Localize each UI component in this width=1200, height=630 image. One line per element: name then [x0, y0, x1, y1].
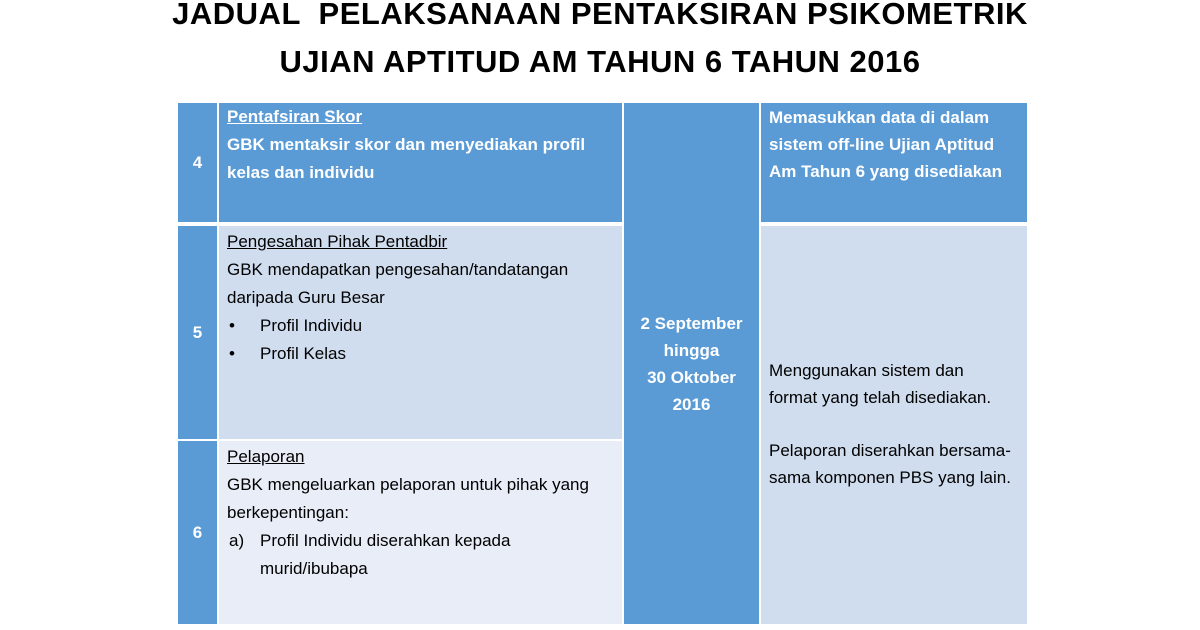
- date-line: 2 September: [640, 313, 743, 333]
- remarks-body-cell: [761, 226, 1027, 624]
- date-cell: [624, 103, 759, 624]
- row-description-line: GBK mendapatkan pengesahan/tandatangan: [227, 260, 569, 279]
- row-4-activity-cell: [219, 103, 622, 222]
- row-description-line: GBK mengeluarkan pelaporan untuk pihak yang: [227, 475, 589, 494]
- row-number: 6: [192, 522, 203, 542]
- row-heading: Pentafsiran Skor: [227, 107, 363, 126]
- date-line: hingga: [663, 340, 720, 360]
- remarks-line: Menggunakan sistem dan: [769, 361, 964, 380]
- bullet-item: [227, 340, 622, 368]
- date-line: 30 Oktober: [647, 367, 736, 387]
- row-heading: Pengesahan Pihak Pentadbir: [227, 232, 448, 251]
- bullet-icon: •: [229, 344, 235, 363]
- row-number: 4: [192, 152, 203, 172]
- remarks-line: Pelaporan diserahkan bersama-: [769, 441, 1011, 460]
- list-item-text: Profil Individu diserahkan kepada: [260, 531, 511, 550]
- bullet-item: [227, 312, 622, 340]
- remarks-line: Am Tahun 6 yang disediakan: [769, 162, 1003, 181]
- list-item: [227, 527, 622, 555]
- row-number: 5: [192, 322, 203, 342]
- row-5-number-cell: [178, 226, 217, 439]
- list-item-text: murid/ibubapa: [260, 559, 368, 578]
- row-4-number-cell: [178, 103, 217, 222]
- title-line-1: JADUAL PELAKSANAAN PENTAKSIRAN PSIKOMETRIK: [172, 0, 1028, 31]
- remarks-line: sama komponen PBS yang lain.: [769, 468, 1011, 487]
- bullet-icon: •: [229, 316, 235, 335]
- bullet-text: Profil Kelas: [260, 344, 346, 363]
- remarks-top-cell: [761, 103, 1027, 222]
- row-description-line: GBK mentaksir skor dan menyediakan profil: [227, 135, 586, 154]
- row-6-activity-cell: [219, 441, 622, 624]
- title-line-2: UJIAN APTITUD AM TAHUN 6 TAHUN 2016: [279, 44, 921, 79]
- row-description-line: daripada Guru Besar: [227, 288, 385, 307]
- row-6-number-cell: [178, 441, 217, 624]
- bullet-text: Profil Individu: [260, 316, 363, 335]
- row-heading: Pelaporan: [227, 447, 305, 466]
- row-description-line: kelas dan individu: [227, 163, 375, 182]
- list-marker: a): [229, 531, 245, 550]
- remarks-line: format yang telah disediakan.: [769, 388, 992, 407]
- row-5-activity-cell: [219, 226, 622, 439]
- row-description-line: berkepentingan:: [227, 503, 349, 522]
- remarks-line: Memasukkan data di dalam: [769, 108, 990, 127]
- list-item-continued: [227, 555, 622, 583]
- remarks-line: sistem off-line Ujian Aptitud: [769, 135, 995, 154]
- date-line: 2016: [672, 394, 711, 414]
